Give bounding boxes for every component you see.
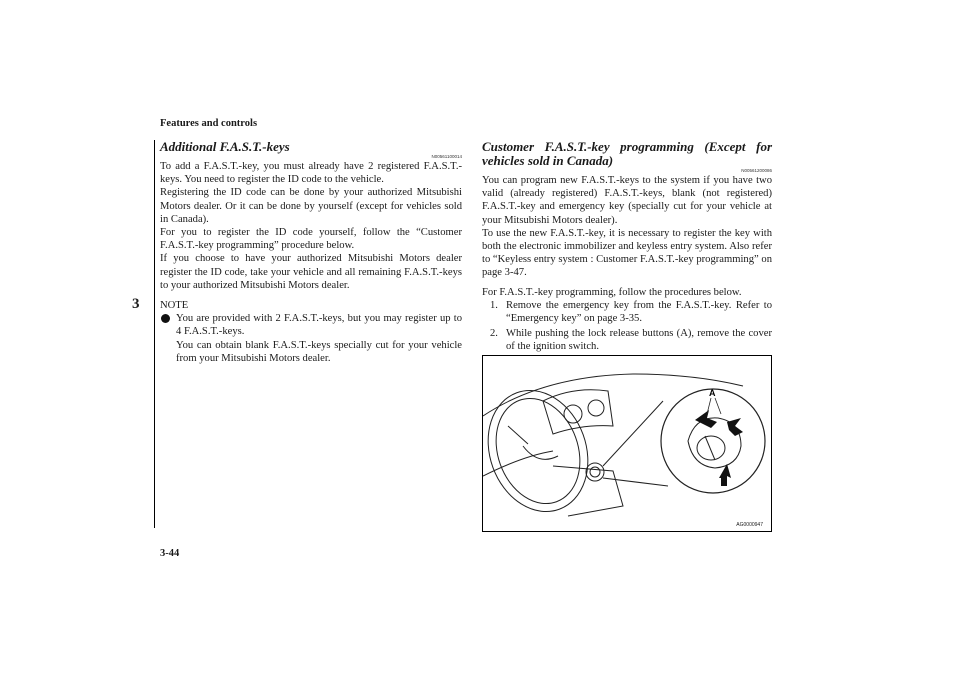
- note-item: [160, 312, 462, 365]
- chapter-number: 3: [132, 296, 140, 312]
- procedure-step: [482, 299, 772, 325]
- section-heading-additional-keys: Additional F.A.S.T.-keys: [160, 139, 290, 154]
- page-number: 3-44: [160, 548, 180, 559]
- label-a: A: [709, 388, 716, 398]
- paragraph: Registering the ID code can be done by your authorized Mitsubishi Motors dealer. Or it can be done by yourself (except for vehicles sold in Canada).: [160, 187, 462, 225]
- paragraph: You can program new F.A.S.T.-keys to the system if you have two valid (already registered) F.A.S.T.-keys, blank (not registered) F.A.S.T.-key and emergency key (specially cut for your vehicle at your Mitsubishi Motors dealer).: [482, 175, 772, 226]
- section-heading-key-programming: Customer F.A.S.T.-key programming (Except for vehicles sold in Canada): [482, 139, 772, 168]
- left-column: [160, 140, 462, 365]
- paragraph: For you to register the ID code yourself, follow the “Customer F.A.S.T.-key programming” procedure below.: [160, 227, 462, 252]
- procedure-intro: For F.A.S.T.-key programming, follow the procedures below.: [482, 286, 742, 298]
- step-text: While pushing the lock release buttons (A), remove the cover of the ignition switch.: [506, 328, 772, 353]
- note-line: You are provided with 2 F.A.S.T.-keys, but you may register up to 4 F.A.S.T.-keys.: [176, 313, 462, 338]
- paragraph: To use the new F.A.S.T.-key, it is necessary to register the key with both the electronic immobilizer and keyless entry system. Also refer to “Keyless entry system : Customer F.A.S.T.-key programming” on page 3-47.: [482, 227, 772, 279]
- procedure-step: [482, 327, 772, 353]
- steering-wheel-drawing: [483, 356, 771, 531]
- step-text: Remove the emergency key from the F.A.S.T.-key. Refer to “Emergency key” on page 3-35.: [506, 299, 772, 325]
- running-header: Features and controls: [160, 118, 258, 129]
- section-code: N00561200086: [741, 168, 772, 173]
- procedure-steps: [482, 299, 772, 354]
- ignition-switch-illustration: [482, 355, 772, 532]
- right-column: [482, 140, 772, 356]
- step-number: 1.: [490, 299, 498, 311]
- note-line: You can obtain blank F.A.S.T.-keys specially cut for your vehicle from your Mitsubishi Motors dealer.: [176, 339, 462, 364]
- chapter-divider: [154, 140, 155, 528]
- bullet-icon: [161, 314, 170, 323]
- figure-code: AG0000947: [736, 522, 763, 528]
- section-code: N00561100014: [431, 154, 462, 159]
- step-number: 2.: [490, 328, 498, 340]
- paragraph: To add a F.A.S.T.-key, you must already have 2 registered F.A.S.T.-keys. You need to register the ID code to the vehicle.: [160, 161, 462, 186]
- paragraph: If you choose to have your authorized Mitsubishi Motors dealer register the ID code, take your vehicle and all remaining F.A.S.T.-keys to your authorized Mitsubishi Motors dealer.: [160, 253, 462, 291]
- note-title: NOTE: [160, 300, 189, 312]
